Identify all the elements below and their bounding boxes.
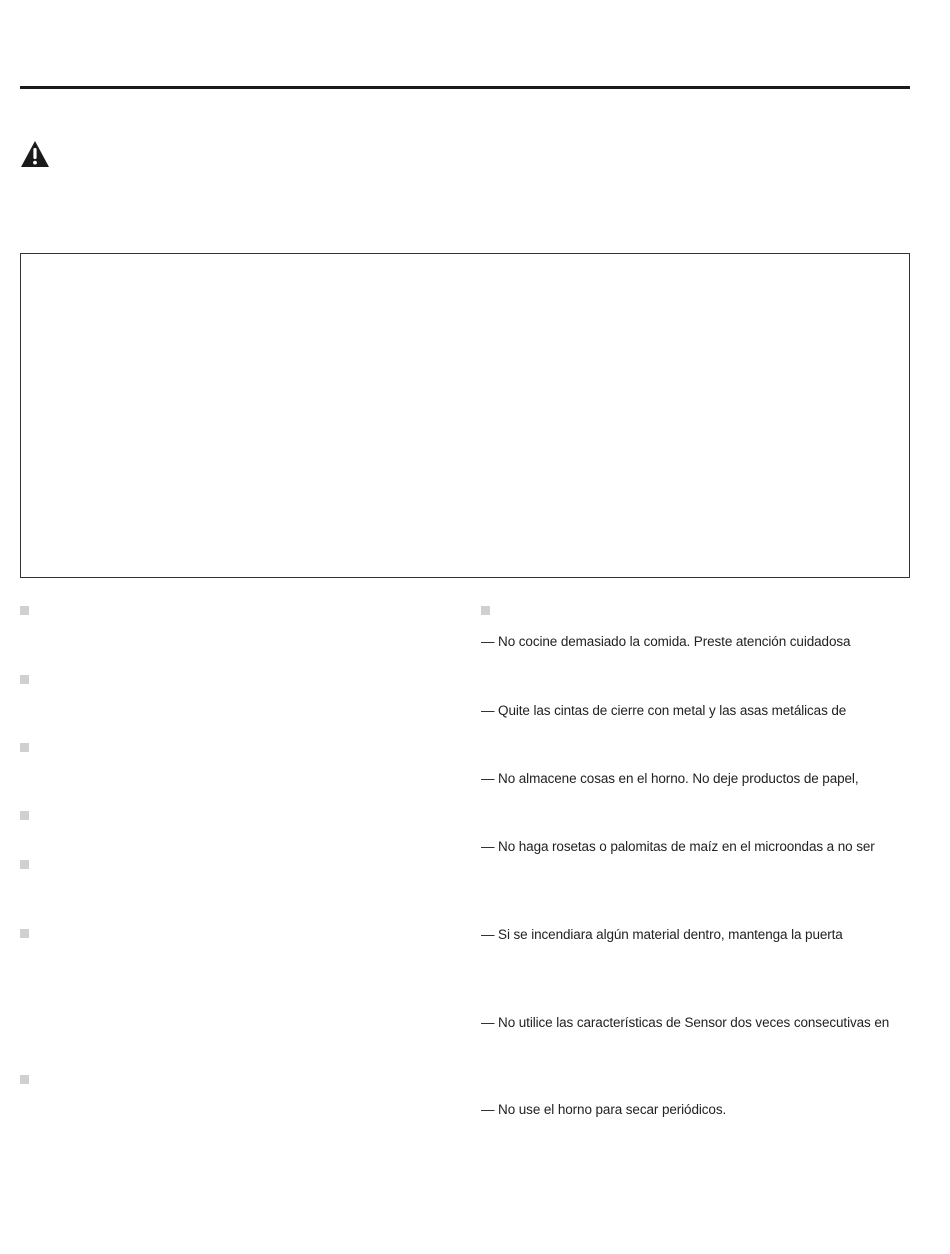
list-item: — Quite las cintas de cierre con metal y las asas metálicas de (481, 703, 847, 718)
square-bullet-icon (20, 860, 29, 869)
right-column (481, 0, 921, 1254)
list-item: — No haga rosetas o palomitas de maíz en el microondas a no ser (481, 839, 875, 854)
square-bullet-icon (20, 743, 29, 752)
list-item: — Si se incendiara algún material dentro, mantenga la puerta (481, 927, 843, 942)
square-bullet-icon (20, 606, 29, 615)
list-item: — No use el horno para secar periódicos. (481, 1102, 727, 1117)
square-bullet-icon (20, 811, 29, 820)
square-bullet-icon (20, 675, 29, 684)
list-item: — No cocine demasiado la comida. Preste atención cuidadosa (481, 634, 851, 649)
list-item: — No almacene cosas en el horno. No deje productos de papel, (481, 771, 859, 786)
square-bullet-icon (481, 606, 490, 615)
left-column (20, 0, 440, 1254)
square-bullet-icon (20, 929, 29, 938)
list-item: — No utilice las características de Sensor dos veces consecutivas en (481, 1015, 890, 1030)
square-bullet-icon (20, 1075, 29, 1084)
